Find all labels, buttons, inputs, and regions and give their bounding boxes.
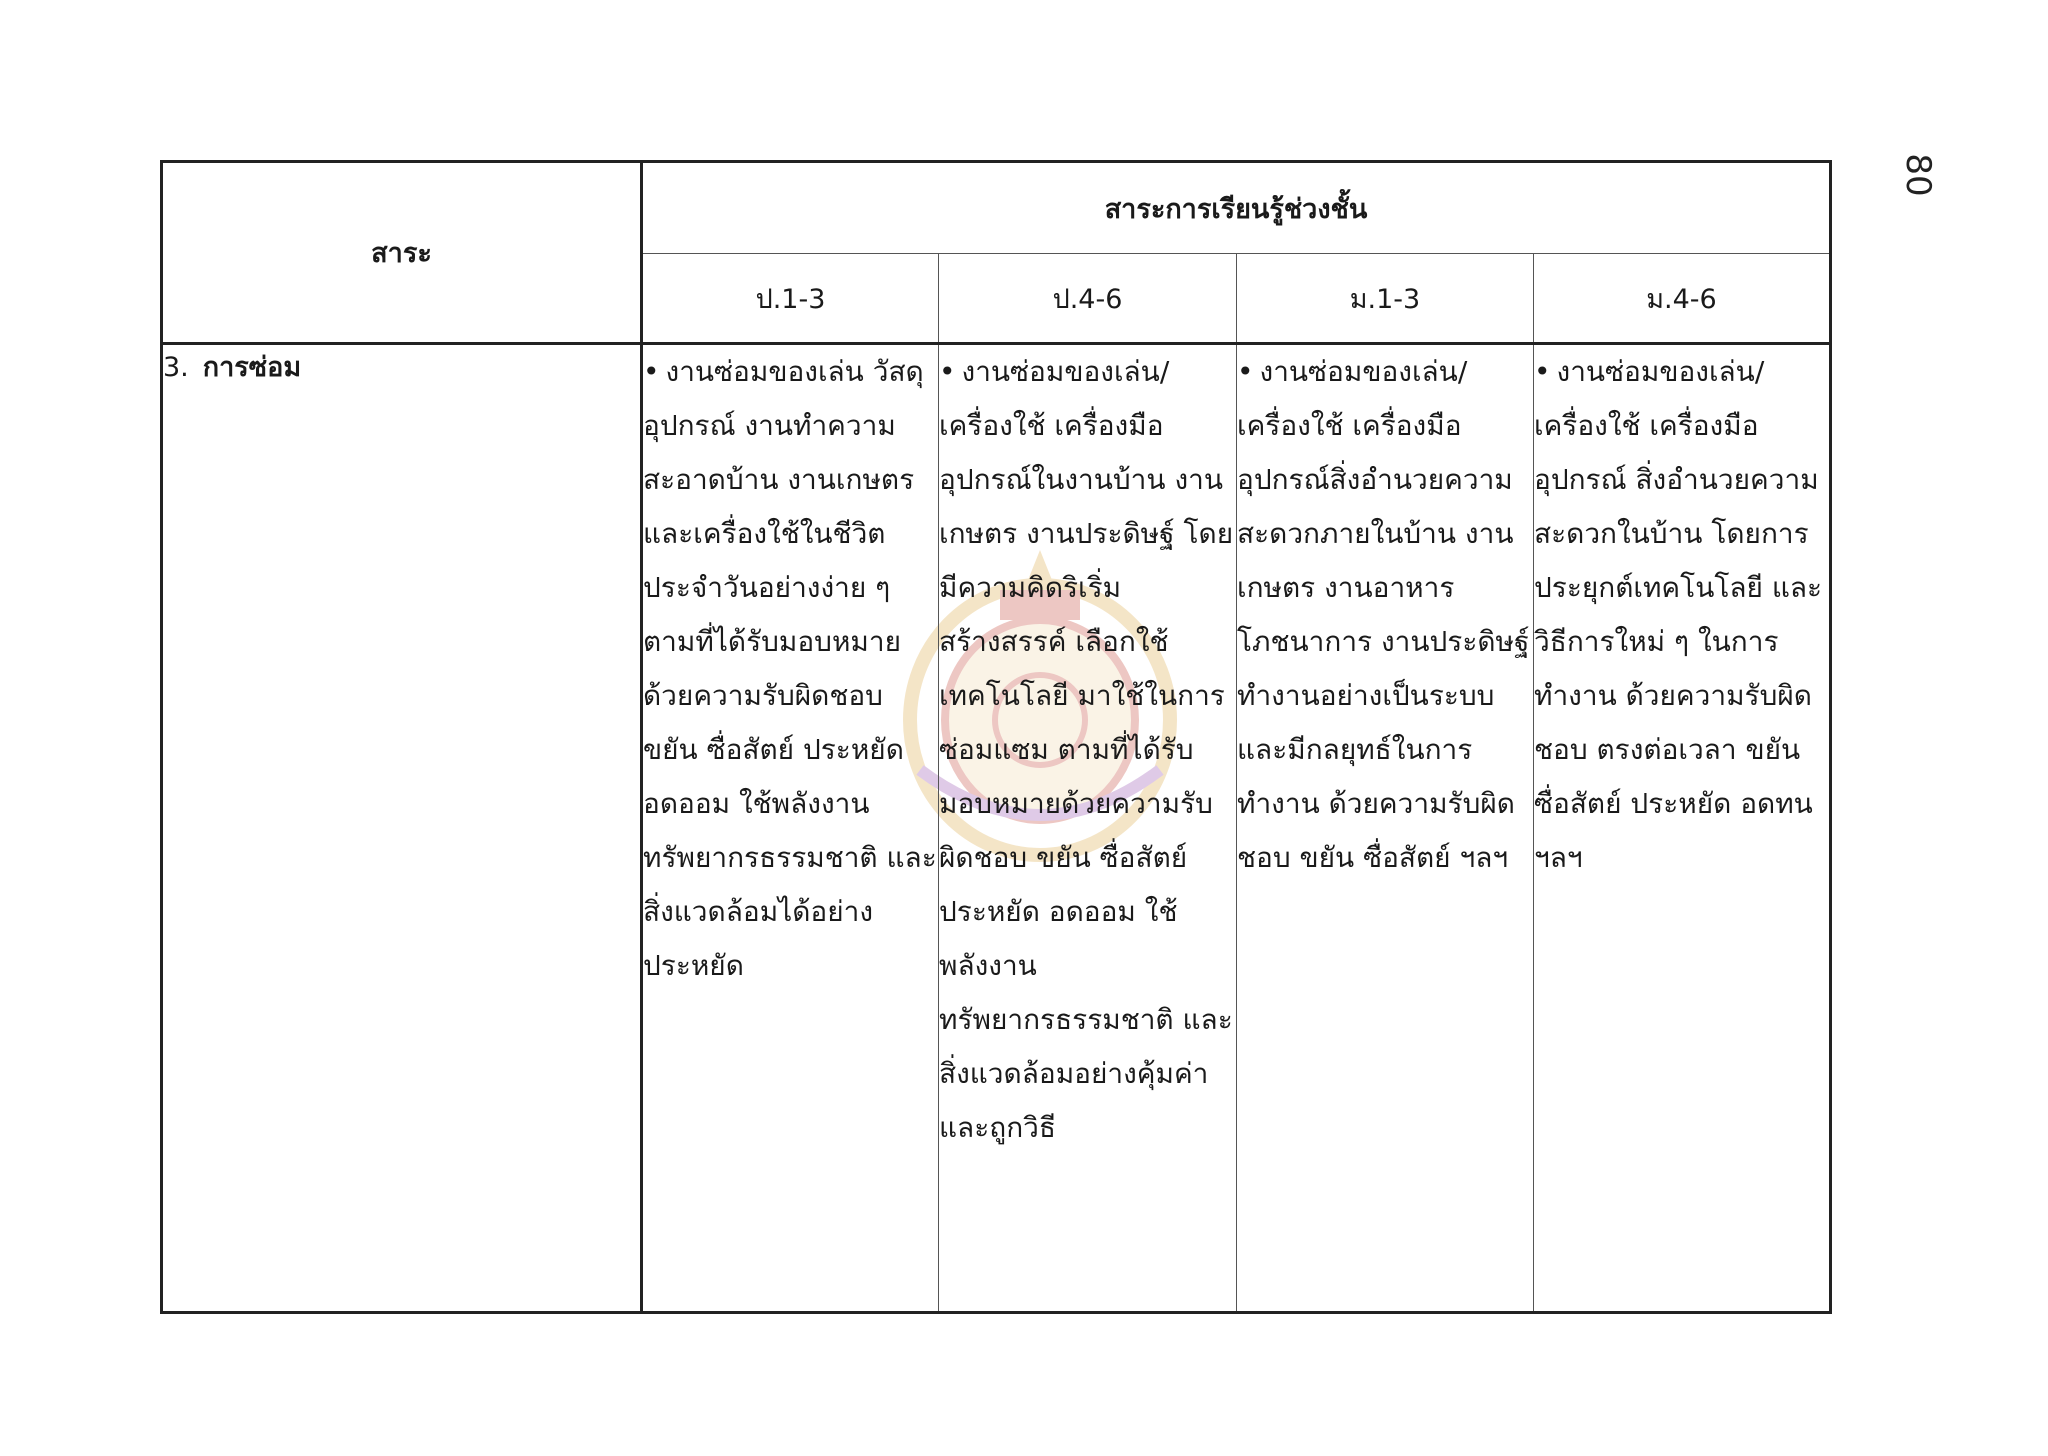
table-row: [162, 344, 1831, 1313]
content-cell-p1-3: [642, 344, 939, 1313]
content-cell-m4-6: [1534, 344, 1831, 1313]
level-header-p1-3: ป.1-3: [642, 254, 939, 344]
page-number: 80: [1898, 153, 1938, 197]
subject-column-header: สาระ: [162, 162, 642, 344]
bullet-icon: •: [939, 355, 956, 388]
content-text: งานซ่อมของเล่น/เครื่องใช้ เครื่องมือ อุปกรณ์ สิ่งอำนวยความสะดวกในบ้าน โดยการประยุกต์เทคโนโลยี และวิธีการใหม่ ๆ ในการทำงาน ด้วยความรับผิดชอบ ตรงต่อเวลา ขยัน ซื่อสัตย์ ประหยัด อดทน ฯลฯ: [1534, 355, 1823, 874]
content-text: งานซ่อมของเล่น วัสดุ อุปกรณ์ งานทำความสะอาดบ้าน งานเกษตร และเครื่องใช้ในชีวิตประจำวันอย่างง่าย ๆ ตามที่ได้รับมอบหมาย ด้วยความรับผิดชอบ ขยัน ซื่อสัตย์ ประหยัด อดออม ใช้พลังงาน ทรัพยากรธรรมชาติ และสิ่งแวดล้อมได้อย่างประหยัด: [643, 355, 937, 982]
content-text: งานซ่อมของเล่น/เครื่องใช้ เครื่องมือ อุปกรณ์สิ่งอำนวยความสะดวกภายในบ้าน งานเกษตร งานอาหารโภชนาการ งานประดิษฐ์ ทำงานอย่างเป็นระบบและมีกลยุทธ์ในการทำงาน ด้วยความรับผิดชอบ ขยัน ซื่อสัตย์ ฯลฯ: [1237, 355, 1530, 874]
content-cell-p4-6: [939, 344, 1237, 1313]
level-header-m1-3: ม.1-3: [1237, 254, 1534, 344]
curriculum-table: [160, 160, 1832, 1314]
bullet-icon: •: [1534, 355, 1551, 388]
learning-content-group-header: สาระการเรียนรู้ช่วงชั้น: [642, 162, 1831, 254]
level-header-m4-6: ม.4-6: [1534, 254, 1831, 344]
subject-name: การซ่อม: [202, 352, 302, 383]
content-text: งานซ่อมของเล่น/เครื่องใช้ เครื่องมือ อุปกรณ์ในงานบ้าน งานเกษตร งานประดิษฐ์ โดยมีความคิดริเริ่มสร้างสรรค์ เลือกใช้เทคโนโลยี มาใช้ในการซ่อมแซม ตามที่ได้รับมอบหมายด้วยความรับผิดชอบ ขยัน ซื่อสัตย์ ประหยัด อดออม ใช้พลังงาน ทรัพยากรธรรมชาติ และสิ่งแวดล้อมอย่างคุ้มค่า และถูกวิธี: [939, 355, 1234, 1144]
content-cell-m1-3: [1237, 344, 1534, 1313]
subject-number: 3.: [163, 352, 189, 383]
subject-cell: [162, 344, 642, 1313]
bullet-icon: •: [1237, 355, 1254, 388]
bullet-icon: •: [643, 355, 660, 388]
level-header-p4-6: ป.4-6: [939, 254, 1237, 344]
